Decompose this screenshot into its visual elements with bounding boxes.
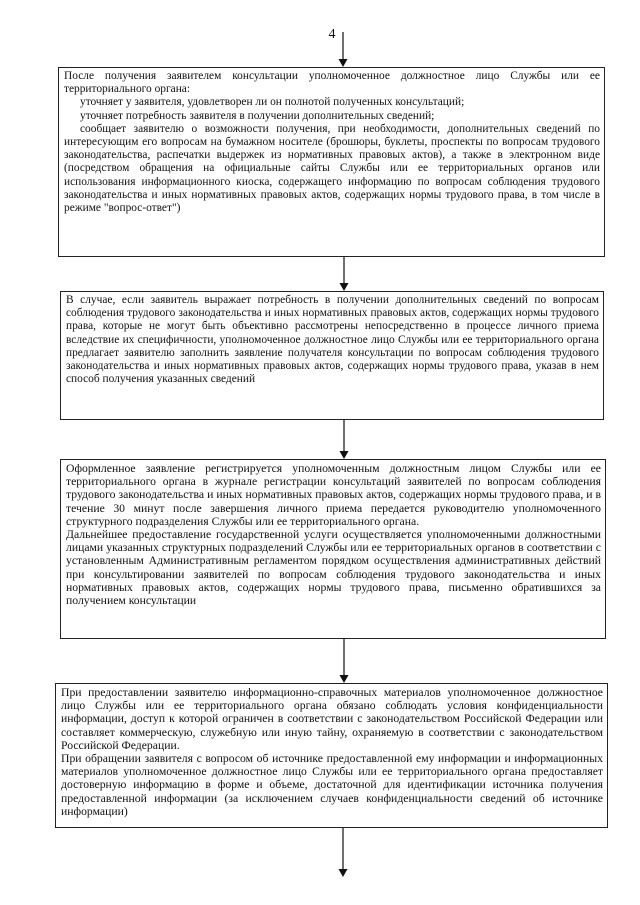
flow-arrow-2 [337,420,351,460]
step-box-registration [60,459,606,639]
step-paragraph: Дальнейшее предоставление государственной услуги осуществляется уполномоченными должностными лицами указанных структурных подразделений Службы или ее территориальных органов в соответствии с установленным Административным регламентом порядком осуществления административных действий при консультировании заявителей по вопросам соблюдения трудового законодательства и иных нормативных правовых актов, содержащих нормы трудового права, письменно обратившихся за получением консультации [66,528,601,608]
flow-arrow-1 [337,257,351,292]
step-paragraph: Оформленное заявление регистрируется уполномоченным должностным лицом Службы или ее территориального органа в журнале регистрации консультаций заявителей по вопросам соблюдения трудового законодательства и иных нормативных правовых актов, содержащих нормы трудового права, и в течение 30 минут после завершения личного приема передается руководителю уполномоченного структурного подразделения Службы или ее территориального органа. [66,462,601,528]
step-paragraph: При обращении заявителя с вопросом об источнике предоставленной ему информации и информационных материалов уполномоченное должностное лицо Службы или ее территориального органа предоставляет достоверную информацию в форме и объеме, достаточной для идентификации источника получения предоставленной информации (за исключением случаев конфиденциальности сведений об источнике информации) [61,752,603,818]
step-text: В случае, если заявитель выражает потребность в получении дополнительных сведений по вопросам соблюдения трудового законодательства и иных нормативных правовых актов, содержащих нормы трудового права, которые не могут быть объективно рассмотрены непосредственно в процессе личного приема вследствие их специфичности, уполномоченное должностное лицо Службы или ее территориального органа предлагает заявителю заполнить заявление получателя консультации по вопросам соблюдения трудового законодательства и иных нормативных правовых актов, содержащих нормы трудового права, указав в нем способ получения указанных сведений [66,294,599,386]
step-item: уточняет потребность заявителя в получении дополнительных сведений; [80,109,435,122]
flow-arrow-bottom [336,828,350,878]
flow-arrow-top [336,32,350,68]
page-number: 4 [328,27,336,42]
step-paragraph: При предоставлении заявителю информационно-справочных материалов уполномоченное должностное лицо Службы или ее территориального органа обязано соблюдать условия конфиденциальности информации, доступ к которой ограничен в соответствии с законодательством Российской Федерации или составляет коммерческую, служебную или иную тайну, охраняемую в соответствии с законодательством Российской Федерации. [61,686,603,752]
step-box-consultation-followup [58,67,605,257]
flow-arrow-3 [337,639,351,684]
step-intro: После получения заявителем консультации уполномоченное должностное лицо Службы или ее территориального органа: [64,70,600,96]
step-item: уточняет у заявителя, удовлетворен ли он полнотой полученных консультаций; [80,96,465,109]
step-box-confidentiality [55,683,608,828]
step-item: сообщает заявителю о возможности получения, при необходимости, дополнительных сведений по интересующим его вопросам на бумажном носителе (брошюры, буклеты, проспекты по вопросам трудового законодательства, распечатки выдержек из нормативных правовых актов), а также в электронном виде (посредством обращения на официальные сайты Службы или ее территориальных органов или использования информационного киоска, содержащего информацию по вопросам соблюдения трудового законодательства и иных нормативных правовых актов, содержащих нормы трудового права, в том числе в режиме "вопрос-ответ") [64,122,600,215]
step-box-additional-info [60,291,604,420]
